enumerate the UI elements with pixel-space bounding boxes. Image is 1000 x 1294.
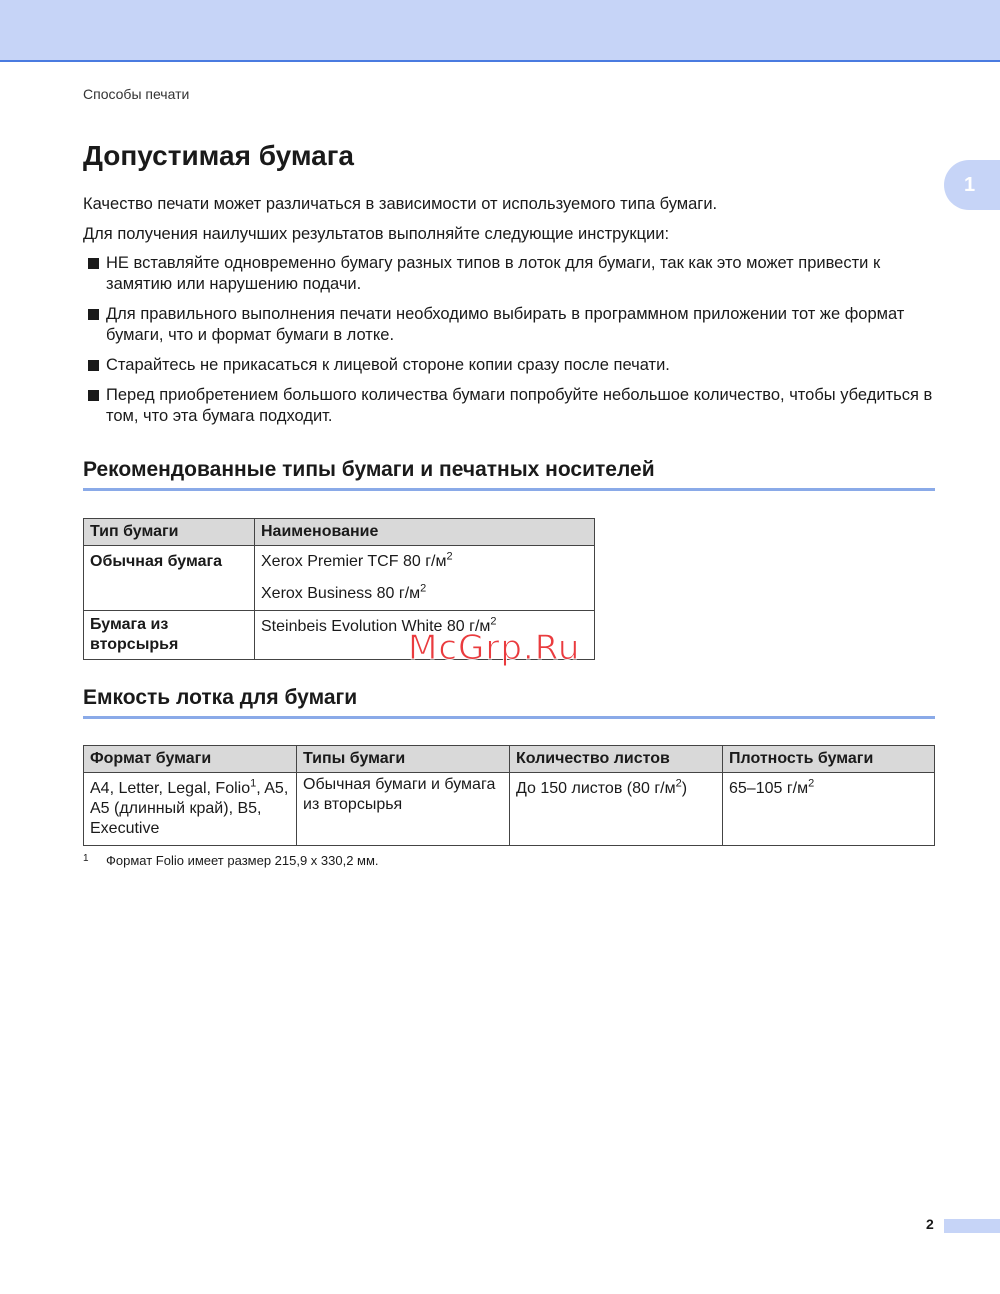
table-header-row <box>84 746 935 773</box>
table-header-row <box>84 519 595 546</box>
list-item: Для правильного выполнения печати необходимо выбирать в программном приложении тот же формат бумаги, что и формат бумаги в лотке. <box>88 304 938 346</box>
page-title: Допустимая бумага <box>83 140 354 171</box>
intro-paragraph-2: Для получения наилучших результатов выполняйте следующие инструкции: <box>83 225 670 243</box>
list-item: НЕ вставляйте одновременно бумагу разных типов в лоток для бумаги, так как это может привести к замятию или нарушению подачи. <box>88 253 938 295</box>
footnote-text: Формат Folio имеет размер 215,9 x 330,2 мм. <box>106 853 379 868</box>
tray-capacity-table <box>83 745 935 846</box>
column-header: Тип бумаги <box>84 519 255 546</box>
weight-cell: 65–105 $г/м^2$ <box>723 773 935 846</box>
paper-type-cell: Бумага из вторсырья <box>84 611 255 660</box>
square-bullet-icon <box>88 309 99 320</box>
list-item: Старайтесь не прикасаться к лицевой стороне копии сразу после печати. <box>88 355 938 376</box>
instruction-list <box>88 253 938 436</box>
intro-paragraph-1: Качество печати может различаться в зависимости от используемого типа бумаги. <box>83 195 718 213</box>
column-header: Наименование <box>255 519 595 546</box>
square-bullet-icon <box>88 258 99 269</box>
footer-band <box>944 1219 1000 1233</box>
column-header: Формат бумаги <box>84 746 297 773</box>
section-heading-tray-capacity: Емкость лотка для бумаги <box>83 686 935 719</box>
table-row <box>84 546 595 611</box>
header-band <box>0 0 1000 62</box>
paper-name-cell: Xerox Premier TCF 80 $г/м^2$ Xerox Business 80 $г/м^2$ <box>255 546 595 611</box>
footnote <box>83 853 379 868</box>
column-header: Количество листов <box>510 746 723 773</box>
chapter-tab: 1 <box>944 160 1000 210</box>
page-number: 2 <box>926 1216 934 1232</box>
watermark: McGrp.Ru <box>408 628 581 668</box>
footnote-mark: 1 <box>83 853 89 864</box>
count-cell: До 150 листов (80 $г/м^2$) <box>510 773 723 846</box>
column-header: Типы бумаги <box>297 746 510 773</box>
list-item: Перед приобретением большого количества бумаги попробуйте небольшое количество, чтобы убедиться в том, что эта бумага подходит. <box>88 385 938 427</box>
column-header: Плотность бумаги <box>723 746 935 773</box>
paper-type-cell: Обычная бумага <box>84 546 255 611</box>
running-head: Способы печати <box>83 86 190 102</box>
square-bullet-icon <box>88 390 99 401</box>
format-cell: A4, Letter, Legal, Folio$^1$, A5, A5 (длинный край), B5, Executive <box>84 773 297 846</box>
paper-name-cell: Steinbeis Evolution White 80 $г/м^2$ <box>255 611 595 660</box>
square-bullet-icon <box>88 360 99 371</box>
section-heading-recommended: Рекомендованные типы бумаги и печатных носителей <box>83 458 935 491</box>
types-cell: Обычная бумаги и бумага из вторсырья <box>297 773 510 846</box>
table-row <box>84 773 935 846</box>
